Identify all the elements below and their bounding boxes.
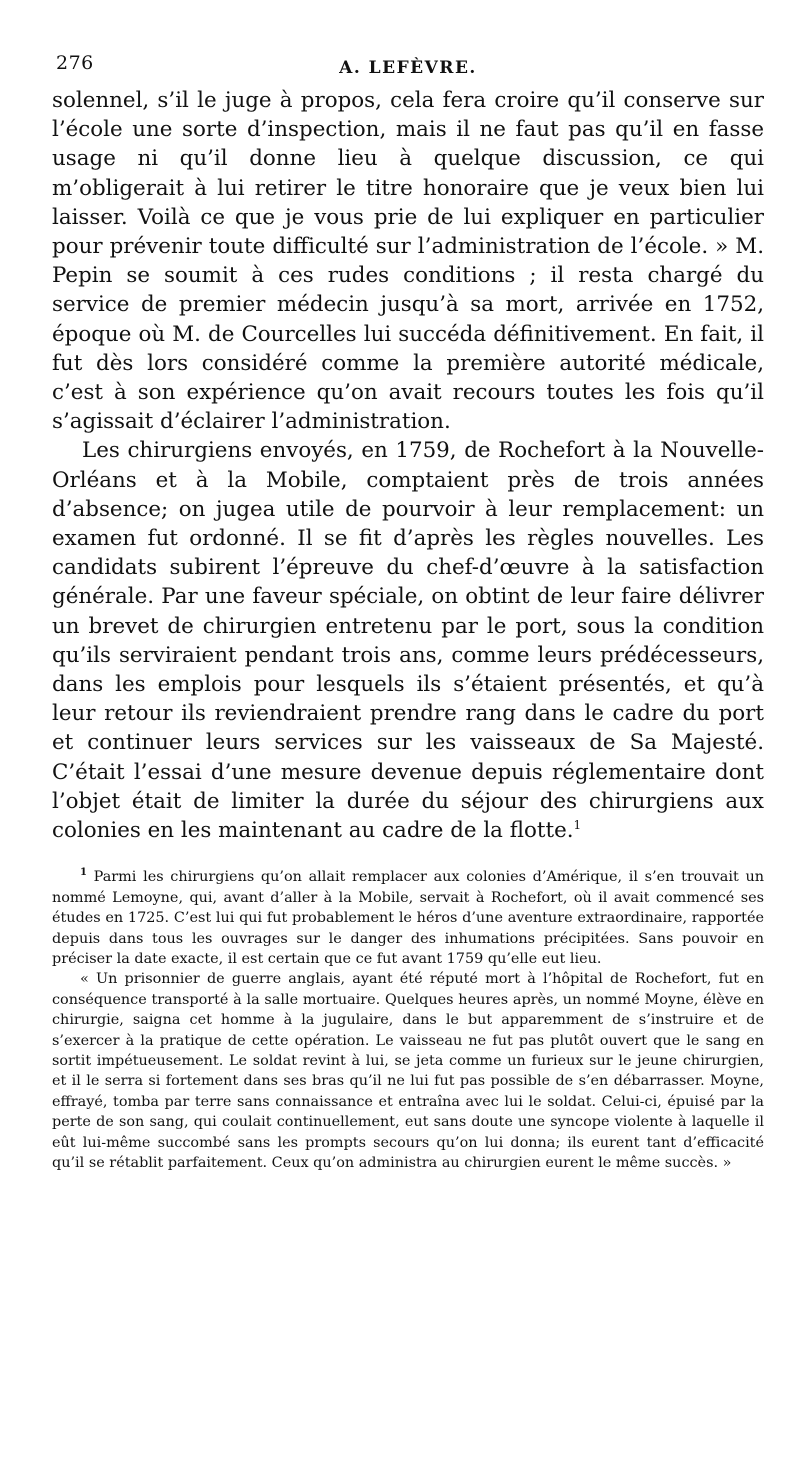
running-head-author: A. LEFÈVRE. <box>339 58 477 78</box>
running-head <box>52 52 764 86</box>
paragraph <box>52 436 764 845</box>
footnote-text: Parmi les chirurgiens qu’on allait remplacer aux colonies d’Amérique, il s’en trouvait un nommé Lemoyne, qui, avant d’aller à la Mobile, servait à Rochefort, où il avait commencé ses études en 1725. C’est lui qui fut probablement le héros d’une aventure extraordinaire, rapportée depuis dans tous les ouvrages sur le danger des inhumations précipitées. Sans pouvoir en préciser la date exacte, il est certain que ce fut avant 1759 qu’elle eut lieu. <box>52 869 764 967</box>
footnotes <box>52 867 764 1173</box>
paragraph-text: solennel, s’il le juge à propos, cela fera croire qu’il conserve sur l’école une sorte d’inspection, mais il ne faut pas qu’il en fasse usage ni qu’il donne lieu à quelque discussion, ce qui m’obligerait à lui retirer le titre honoraire que je veux bien lui laisser. Voilà ce que je vous prie de lui expliquer en particulier pour prévenir toute difficulté sur l’administration de l’école. » M. Pepin se soumit à ces rudes conditions ; il resta chargé du service de premier médecin jusqu’à sa mort, arrivée en 1752, époque où M. de Courcelles lui succéda définitivement. En fait, il fut dès lors considéré comme la première autorité médicale, c’est à son expérience qu’on avait recours toutes les fois qu’il s’agissait d’éclairer l’administration. <box>52 88 764 435</box>
footnote-reference[interactable]: 1 <box>573 817 582 832</box>
paragraph <box>52 86 764 436</box>
footnote-quotation <box>52 969 764 1173</box>
footnote-mark: 1 <box>80 867 87 879</box>
main-text <box>52 86 764 845</box>
footnote <box>52 867 764 969</box>
footnote-text: « Un prisonnier de guerre anglais, ayant été réputé mort à l’hôpital de Rochefort, fut en conséquence transporté à la salle mortuaire. Quelques heures après, un nommé Moyne, élève en chirurgie, saigna cet homme à la jugulaire, dans le but apparemment de s’instruire et de s’exercer à la pratique de cette opération. Le vaisseau ne fut pas plutôt ouvert que le sang en sortit impétueusement. Le soldat revint à lui, se jeta comme un furieux sur le jeune chirurgien, et il le serra si fortement dans ses bras qu’il ne lui fut pas possible de s’en débarrasser. Moyne, effrayé, tomba par terre sans connaissance et entraîna avec lui le soldat. Celui-ci, épuisé par la perte de son sang, qui coulait continuellement, eut sans doute une syncope violente à laquelle il eût lui-même succombé sans les prompts secours qu’on lui donna; ils eurent tant d’efficacité qu’il se rétablit parfaitement. Ceux qu’on administra au chirurgien eurent le même succès. » <box>52 971 764 1171</box>
paragraph-text: Les chirurgiens envoyés, en 1759, de Rochefort à la Nouvelle-Orléans et à la Mobile, comptaient près de trois années d’absence; on jugea utile de pourvoir à leur remplacement: un examen fut ordonné. Il se fit d’après les règles nouvelles. Les candidats subirent l’épreuve du chef-d’œuvre à la satisfaction générale. Par une faveur spéciale, on obtint de leur faire délivrer un brevet de chirurgien entretenu par le port, sous la condition qu’ils serviraient pendant trois ans, comme leurs prédécesseurs, dans les emplois pour lesquels ils s’étaient présentés, et qu’à leur retour ils reviendraient prendre rang dans le cadre du port et continuer leurs services sur les vaisseaux de Sa Majesté. C’était l’essai d’une mesure devenue depuis réglementaire dont l’objet était de limiter la durée du séjour des chirurgiens aux colonies en les maintenant au cadre de la flotte. <box>52 438 764 844</box>
book-page <box>52 52 764 1173</box>
page-number: 276 <box>56 52 94 74</box>
